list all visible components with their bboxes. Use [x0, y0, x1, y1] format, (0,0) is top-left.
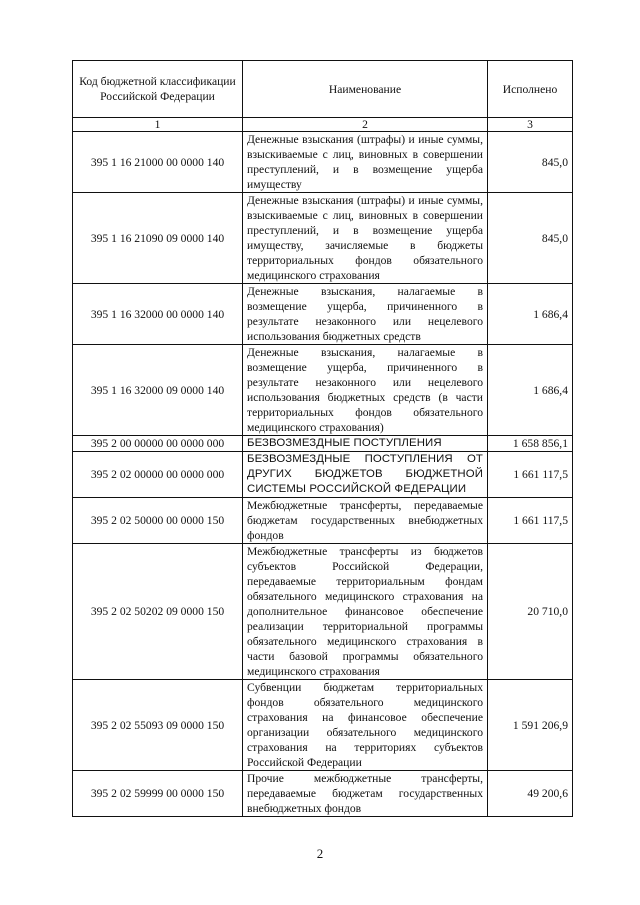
page-number: 2: [316, 846, 324, 861]
row-name: БЕЗВОЗМЕЗДНЫЕ ПОСТУПЛЕНИЯ ОТ ДРУГИХ БЮДЖЕТОВ БЮДЖЕТНОЙ СИСТЕМЫ РОССИЙСКОЙ ФЕДЕРАЦИИ: [243, 452, 488, 498]
column-number: 3: [488, 118, 573, 132]
table-row: [73, 436, 573, 452]
header-code: Код бюджетной классификации Российской Федерации: [73, 61, 243, 118]
row-amount: 49 200,6: [488, 771, 573, 817]
row-amount: 20 710,0: [488, 544, 573, 680]
row-amount: 1 661 117,5: [488, 452, 573, 498]
row-amount: 1 686,4: [488, 345, 573, 436]
table-row: [73, 452, 573, 498]
table-row: [73, 771, 573, 817]
row-name: Субвенции бюджетам территориальных фондов обязательного медицинского страхования на финансовое обеспечение организации обязательного медицинского страхования на территориях субъектов Российской Федерации: [243, 680, 488, 771]
column-number: 2: [243, 118, 488, 132]
table-header-row: [73, 61, 573, 118]
row-amount: 1 591 206,9: [488, 680, 573, 771]
table-row: [73, 498, 573, 544]
header-name: Наименование: [243, 61, 488, 118]
row-name: Денежные взыскания, налагаемые в возмещение ущерба, причиненного в результате незаконного или нецелевого использования бюджетных средств: [243, 284, 488, 345]
column-number-row: [73, 118, 573, 132]
row-name: Денежные взыскания (штрафы) и иные суммы, взыскиваемые с лиц, виновных в совершении преступлений, и в возмещение ущерба имуществу, зачисляемые в бюджеты территориальных фондов обязательного медицинского страхования: [243, 193, 488, 284]
row-amount: 1 658 856,1: [488, 436, 573, 452]
row-code: 395 2 00 00000 00 0000 000: [73, 436, 243, 452]
row-name: Межбюджетные трансферты из бюджетов субъектов Российской Федерации, передаваемые территориальным фондам обязательного медицинского страхования на дополнительное финансовое обеспечение реализации территориальной программы обязательного медицинского страхования в части базовой программы обязательного медицинского страхования: [243, 544, 488, 680]
row-code: 395 1 16 32000 00 0000 140: [73, 284, 243, 345]
row-code: 395 2 02 00000 00 0000 000: [73, 452, 243, 498]
column-number: 1: [73, 118, 243, 132]
row-amount: 845,0: [488, 132, 573, 193]
row-name: Межбюджетные трансферты, передаваемые бюджетам государственных внебюджетных фондов: [243, 498, 488, 544]
row-amount: 1 661 117,5: [488, 498, 573, 544]
row-code: 395 2 02 55093 09 0000 150: [73, 680, 243, 771]
row-name: Денежные взыскания, налагаемые в возмещение ущерба, причиненного в результате незаконного или нецелевого использования бюджетных средств (в части территориальных фондов обязательного медицинского страхования): [243, 345, 488, 436]
table-row: [73, 680, 573, 771]
row-code: 395 1 16 21000 00 0000 140: [73, 132, 243, 193]
row-code: 395 2 02 59999 00 0000 150: [73, 771, 243, 817]
table-row: [73, 544, 573, 680]
row-amount: 1 686,4: [488, 284, 573, 345]
budget-table: [72, 60, 573, 817]
row-code: 395 2 02 50000 00 0000 150: [73, 498, 243, 544]
table-row: [73, 345, 573, 436]
table-row: [73, 284, 573, 345]
row-amount: 845,0: [488, 193, 573, 284]
table-row: [73, 193, 573, 284]
row-code: 395 2 02 50202 09 0000 150: [73, 544, 243, 680]
header-amount: Исполнено: [488, 61, 573, 118]
row-name: БЕЗВОЗМЕЗДНЫЕ ПОСТУПЛЕНИЯ: [243, 436, 488, 452]
table-row: [73, 132, 573, 193]
row-name: Денежные взыскания (штрафы) и иные суммы, взыскиваемые с лиц, виновных в совершении преступлений, и в возмещение ущерба имуществу: [243, 132, 488, 193]
row-name: Прочие межбюджетные трансферты, передаваемые бюджетам государственных внебюджетных фондов: [243, 771, 488, 817]
row-code: 395 1 16 32000 09 0000 140: [73, 345, 243, 436]
row-code: 395 1 16 21090 09 0000 140: [73, 193, 243, 284]
